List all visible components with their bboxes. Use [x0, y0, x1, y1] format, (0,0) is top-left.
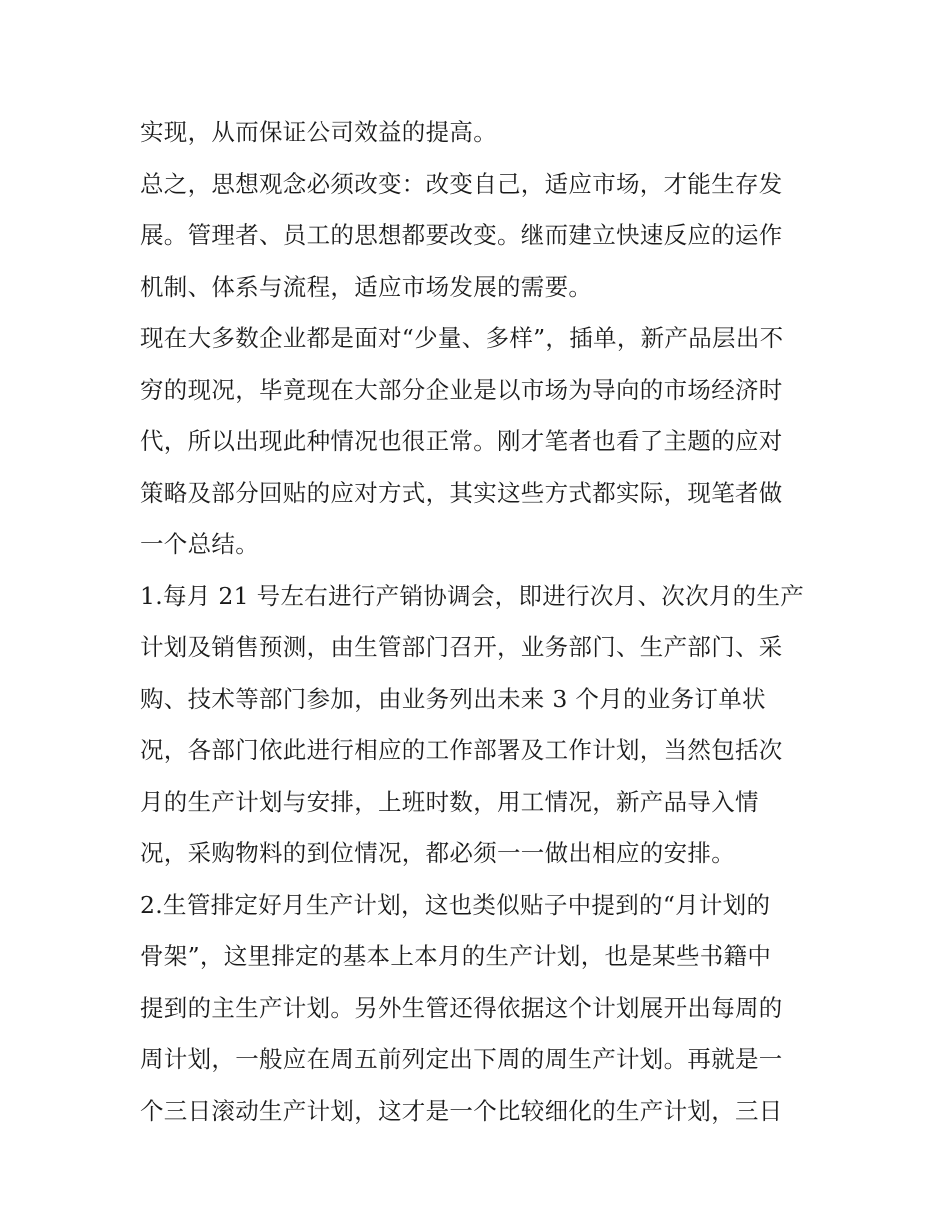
- text-line: 穷的现况，毕竟现在大部分企业是以市场为导向的市场经济时: [140, 375, 783, 404]
- text-line: 月的生产计划与安排，上班时数，用工情况，新产品导入情: [140, 787, 759, 816]
- text-line: 一个总结。: [140, 530, 259, 558]
- text-line: 1.每月 21 号左右进行产销协调会，即进行次月、次次月的生产: [140, 581, 805, 610]
- text-line: 展。管理者、员工的思想都要改变。继而建立快速反应的运作: [140, 221, 783, 249]
- text-line: 况，各部门依此进行相应的工作部署及工作计划，当然包括次: [140, 736, 783, 764]
- text-line: 现在大多数企业都是面对“少量、多样”，插单，新产品层出不: [140, 324, 784, 352]
- text-line: 况，采购物料的到位情况，都必须一一做出相应的安排。: [140, 839, 735, 867]
- text-line: 骨架”，这里排定的基本上本月的生产计划，也是某些书籍中: [140, 942, 772, 970]
- text-line: 策略及部分回贴的应对方式，其实这些方式都实际，现笔者做: [140, 478, 783, 507]
- text-line: 2.生管排定好月生产计划，这也类似贴子中提到的“月计划的: [140, 890, 771, 919]
- text-line: 个三日滚动生产计划，这才是一个比较细化的生产计划，三日: [140, 1096, 783, 1125]
- text-line: 计划及销售预测，由生管部门召开，业务部门、生产部门、采: [140, 633, 783, 661]
- text-line: 提到的主生产计划。另外生管还得依据这个计划展开出每周的: [140, 993, 783, 1022]
- text-line: 实现，从而保证公司效益的提高。: [140, 118, 497, 146]
- text-line: 周计划，一般应在周五前列定出下周的周生产计划。再就是一: [140, 1045, 783, 1073]
- text-line: 总之，思想观念必须改变：改变自己，适应市场，才能生存发: [140, 169, 783, 198]
- document-body: [140, 107, 820, 1137]
- text-line: 代，所以出现此种情况也很正常。刚才笔者也看了主题的应对: [140, 427, 783, 455]
- text-line: 购、技术等部门参加，由业务列出未来 3 个月的业务订单状: [140, 684, 766, 713]
- text-line: 机制、体系与流程，适应市场发展的需要。: [140, 272, 593, 301]
